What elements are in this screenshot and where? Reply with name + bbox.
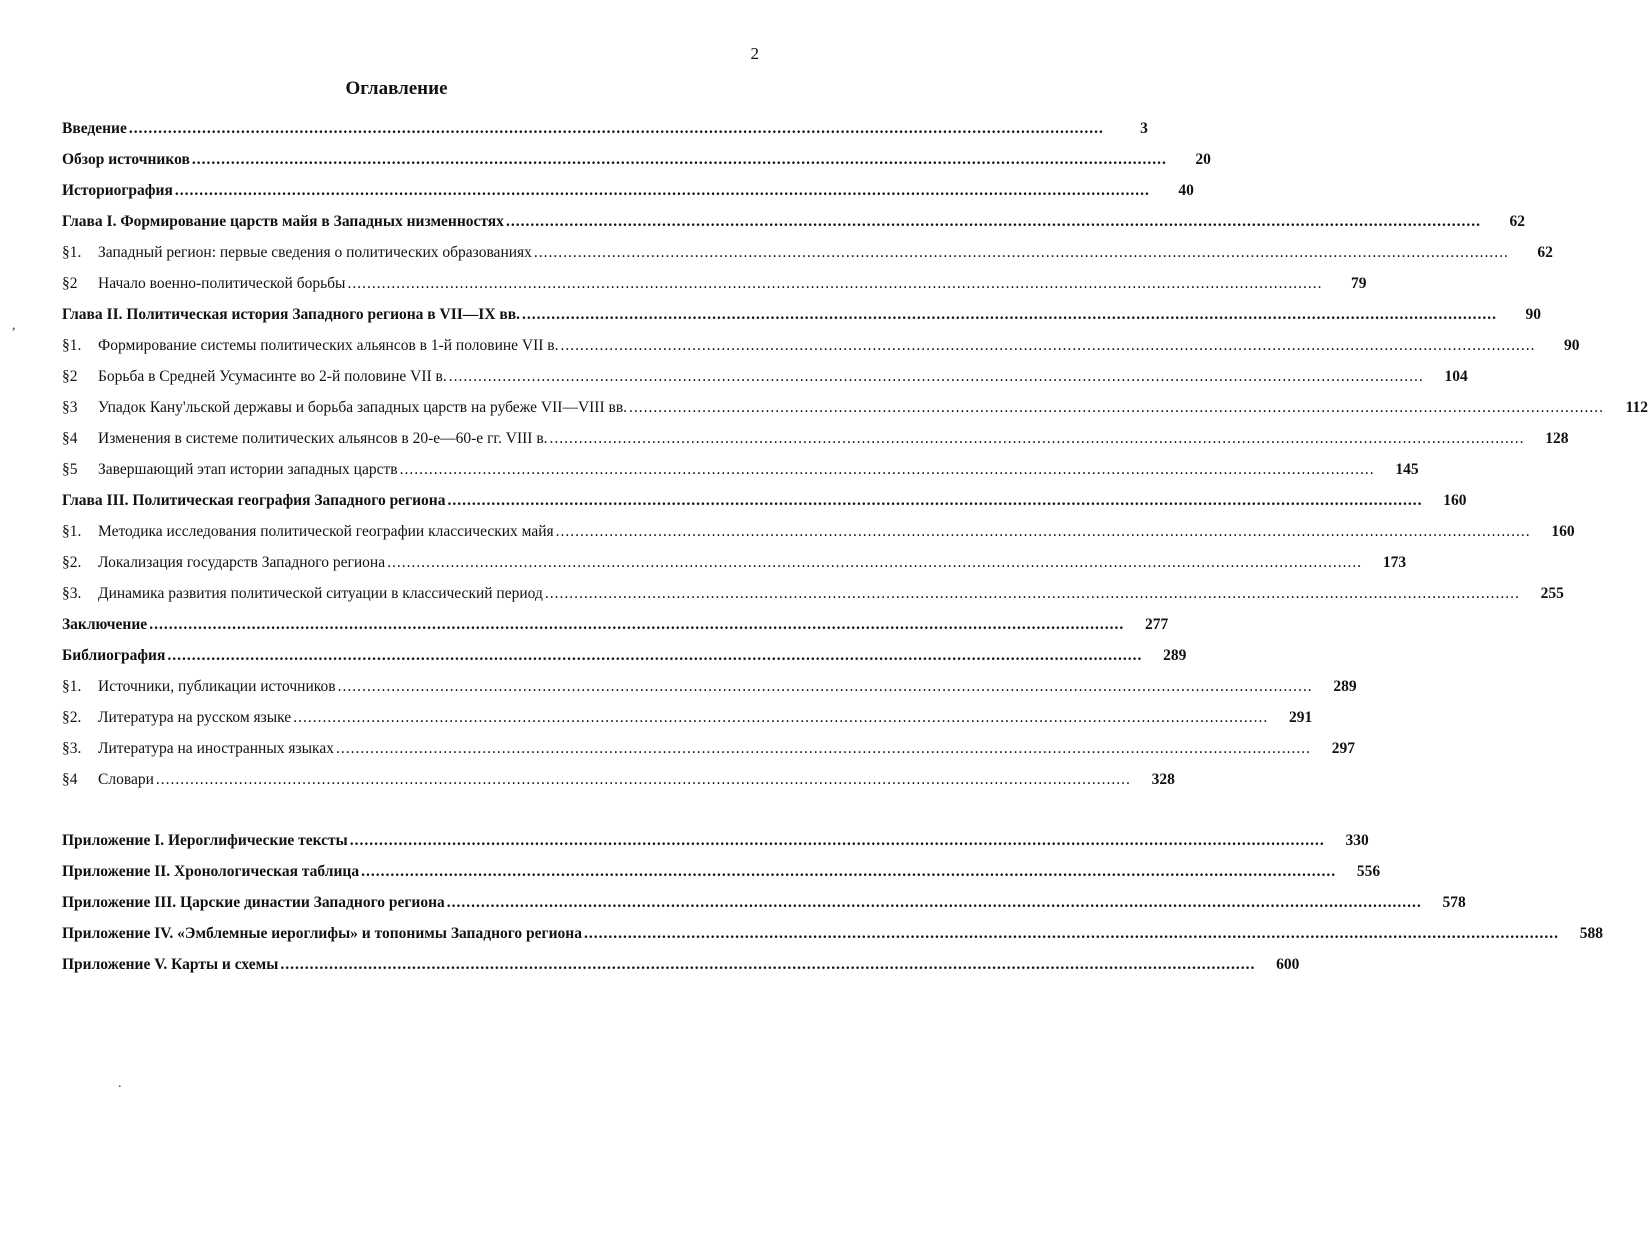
page-ref: 588	[1579, 925, 1603, 942]
dot-leader	[561, 337, 1536, 355]
toc-section-entry	[62, 771, 1175, 802]
dot-leader	[522, 306, 1497, 324]
page-ref: 328	[1151, 771, 1175, 788]
section-number: §2	[62, 275, 78, 292]
section-number: §1.	[62, 678, 82, 695]
entry-title: Локализация государств Западного региона	[98, 554, 386, 571]
page-ref: 173	[1382, 554, 1407, 571]
toc-section-entry	[62, 244, 1553, 275]
page-ref: 62	[1509, 213, 1525, 230]
entry-title: Литература на русском языке	[98, 709, 292, 726]
entry-title: Источники, публикации источников	[98, 678, 336, 695]
page-ref: 289	[1163, 647, 1187, 664]
section-number: §2.	[62, 554, 82, 571]
section-number: §2	[62, 368, 78, 385]
section-number: §2.	[62, 709, 82, 726]
toc-chapter-entry	[62, 492, 1467, 523]
dot-leader	[149, 616, 1124, 634]
table-of-contents	[62, 120, 1648, 987]
page-ref: 3	[1140, 120, 1148, 137]
entry-title: Словари	[98, 771, 154, 788]
entry-title: Борьба в Средней Усумасинте во 2-й половине VII в.	[98, 368, 447, 385]
scan-speck: ,	[12, 318, 16, 333]
appendix-entry	[62, 863, 1381, 894]
dot-leader	[400, 461, 1375, 479]
section-number: §3.	[62, 585, 82, 602]
dot-leader	[584, 925, 1559, 943]
entry-title: Глава I. Формирование царств майя в Западных низменностях	[62, 213, 504, 230]
dot-leader	[175, 182, 1150, 200]
dot-leader	[167, 647, 1142, 665]
toc-section-entry	[62, 430, 1569, 461]
section-number: §4	[62, 771, 78, 788]
toc-chapter-entry	[62, 182, 1194, 213]
toc-section-entry	[62, 740, 1355, 771]
section-number: §5	[62, 461, 78, 478]
toc-chapter-entry	[62, 647, 1187, 678]
entry-title: Глава III. Политическая география Западного региона	[62, 492, 446, 509]
page-ref: 578	[1442, 894, 1466, 911]
toc-section-entry	[62, 399, 1648, 430]
appendix-entry	[62, 956, 1300, 987]
dot-leader	[280, 956, 1255, 974]
page-ref: 255	[1540, 585, 1564, 602]
entry-title: Приложение III. Царские династии Западного региона	[62, 894, 445, 911]
page-ref: 556	[1356, 863, 1381, 880]
toc-section-entry	[62, 585, 1564, 616]
toc-chapter-entry	[62, 151, 1211, 182]
entry-title: Завершающий этап истории западных царств	[98, 461, 398, 478]
section-number: §3.	[62, 740, 82, 757]
page-title: Оглавление	[345, 78, 448, 99]
entry-title: Динамика развития политической ситуации в классический период	[98, 585, 543, 602]
dot-leader	[156, 771, 1131, 789]
appendix-entry	[62, 925, 1603, 956]
page-ref: 112	[1625, 399, 1648, 416]
section-number: §3	[62, 399, 78, 416]
dot-leader	[550, 430, 1525, 448]
toc-section-entry	[62, 678, 1357, 709]
page-ref: 277	[1144, 616, 1169, 633]
toc-chapter-entry	[62, 120, 1148, 151]
appendix-entry	[62, 894, 1466, 925]
page-ref: 90	[1564, 337, 1580, 354]
entry-title: Начало военно-политической борьбы	[98, 275, 346, 292]
dot-leader	[506, 213, 1481, 231]
dot-leader	[447, 492, 1422, 510]
toc-chapter-entry	[62, 616, 1169, 647]
entry-title: Приложение IV. «Эмблемные иероглифы» и топонимы Западного региона	[62, 925, 582, 942]
entry-title: Методика исследования политической географии классических майя	[98, 523, 554, 540]
dot-leader	[447, 894, 1422, 912]
page-ref: 160	[1443, 492, 1467, 509]
page-ref: 62	[1537, 244, 1553, 261]
page-ref: 289	[1333, 678, 1357, 695]
dot-leader	[338, 678, 1313, 696]
toc-section-entry	[62, 554, 1407, 585]
page-ref: 160	[1551, 523, 1575, 540]
toc-section-entry	[62, 461, 1419, 492]
entry-title: Формирование системы политических альянсов в 1-й половине VII в.	[98, 337, 559, 354]
entry-title: Глава II. Политическая история Западного региона в VII—IX вв.	[62, 306, 521, 323]
dot-leader	[545, 585, 1520, 603]
page-ref: 291	[1288, 709, 1313, 726]
dot-leader	[449, 368, 1424, 386]
entry-title: Западный регион: первые сведения о политических образованиях	[98, 244, 532, 261]
entry-title: Приложение V. Карты и схемы	[62, 956, 279, 973]
page-ref: 90	[1525, 306, 1542, 323]
toc-section-entry	[62, 709, 1313, 740]
toc-section-entry	[62, 523, 1575, 554]
dot-leader	[350, 832, 1325, 850]
page-ref: 20	[1195, 151, 1211, 168]
entry-title: Изменения в системе политических альянсов в 20-е—60-е гг. VIII в.	[98, 430, 548, 447]
entry-title: Заключение	[62, 616, 148, 633]
toc-section-entry	[62, 337, 1580, 368]
toc-chapter-entry	[62, 306, 1542, 337]
entry-title: Библиография	[62, 647, 166, 664]
dot-leader	[534, 244, 1509, 262]
toc-chapter-entry	[62, 213, 1525, 244]
page-ref: 128	[1545, 430, 1569, 447]
page-ref: 79	[1350, 275, 1367, 292]
dot-leader	[361, 863, 1336, 881]
entry-title: Приложение II. Хронологическая таблица	[62, 863, 360, 880]
page-ref: 40	[1178, 182, 1194, 199]
toc-section-entry	[62, 368, 1468, 399]
page-ref: 330	[1345, 832, 1369, 849]
page-ref: 297	[1331, 740, 1355, 757]
dot-leader	[192, 151, 1167, 169]
entry-title: Историография	[62, 182, 173, 199]
page-ref: 145	[1395, 461, 1419, 478]
dot-leader	[347, 275, 1322, 293]
dot-leader	[336, 740, 1311, 758]
dot-leader	[293, 709, 1268, 727]
entry-title: Упадок Кану'льской державы и борьба западных царств на рубеже VII—VIII вв.	[98, 399, 628, 416]
page-ref: 104	[1444, 368, 1468, 385]
entry-title: Введение	[62, 120, 127, 137]
page-number: 2	[750, 44, 759, 63]
toc-section-entry	[62, 275, 1367, 306]
entry-title: Обзор источников	[62, 151, 190, 168]
section-number: §1.	[62, 523, 82, 540]
dot-leader	[556, 523, 1531, 541]
appendix-entry	[62, 832, 1369, 863]
dot-leader	[387, 554, 1362, 572]
section-number: §1.	[62, 244, 82, 261]
scan-speck: .	[118, 1076, 122, 1091]
section-number: §4	[62, 430, 78, 447]
entry-title: Приложение I. Иероглифические тексты	[62, 832, 348, 849]
section-number: §1.	[62, 337, 82, 354]
entry-title: Литература на иностранных языках	[98, 740, 334, 757]
section-gap	[62, 802, 732, 832]
dot-leader	[629, 399, 1604, 417]
dot-leader	[129, 120, 1104, 138]
page-ref: 600	[1276, 956, 1300, 973]
